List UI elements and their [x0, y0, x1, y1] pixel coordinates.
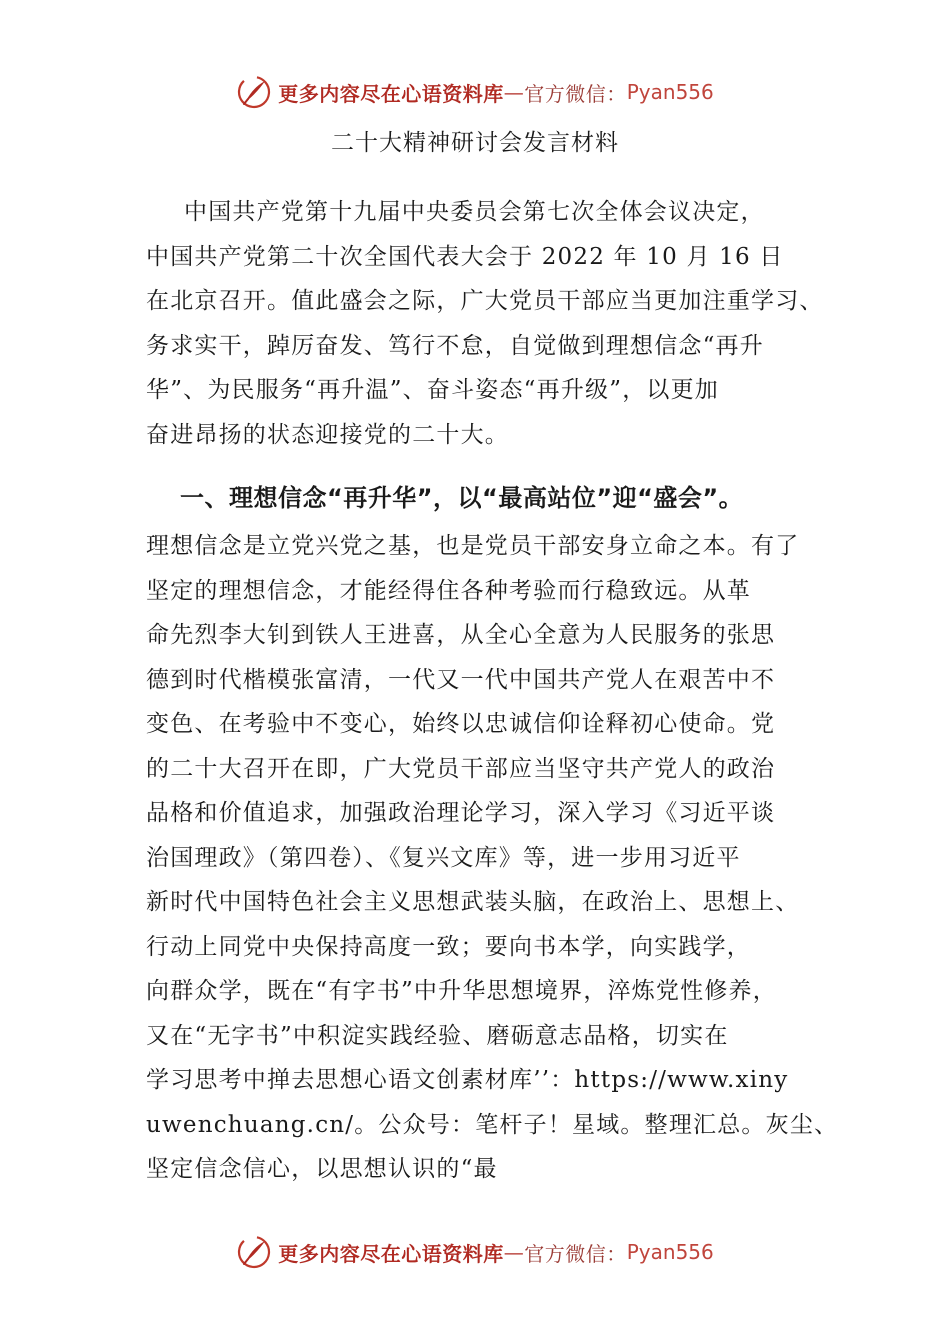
text-line: 学习思考中掸去思想心语文创素材库’’：https://www.xiny [146, 1067, 789, 1093]
text-line: 理想信念是立党兴党之基，也是党员干部安身立命之本。有了 [146, 533, 800, 559]
text-line: uwenchuang.cn/。公众号：笔杆子！星域。整理汇总。灰尘、 [146, 1111, 839, 1138]
banner-wechat-id: Pyan556 [626, 1240, 714, 1264]
text-line: 坚定信念信心，以思想认识的“最 [146, 1156, 498, 1182]
header-banner [0, 72, 950, 112]
text-line: 德到时代楷模张富清，一代又一代中国共产党人在艰苦中不 [146, 666, 776, 693]
text-line: 中国共产党第十九届中央委员会第七次全体会议决定， [184, 199, 765, 225]
document-title: 二十大精神研讨会发言材料 [331, 130, 619, 156]
text-line: 行动上同党中央保持高度一致；要向书本学，向实践学， [146, 933, 751, 960]
section-heading: 一、理想信念“再升华”，以“最高站位”迎“盛会”。 [180, 484, 744, 512]
text-line: 务求实干，踔厉奋发、笃行不怠，自觉做到理想信念“再升 [146, 332, 764, 359]
banner-brand: 更多内容尽在心语资料库 [278, 1241, 504, 1266]
banner-wechat-label: 官方微信： [524, 1241, 627, 1266]
quill-circle-icon [236, 1234, 272, 1270]
footer-banner [0, 1232, 950, 1272]
text-line: 在北京召开。值此盛会之际，广大党员干部应当更加注重学习、 [146, 288, 824, 314]
banner-separator: — [503, 1240, 525, 1264]
quill-circle-icon [236, 74, 272, 110]
banner-wechat-label: 官方微信： [524, 81, 627, 106]
text-line: 又在“无字书”中积淀实践经验、磨砺意志品格，切实在 [146, 1022, 729, 1049]
text-line: 华”、为民服务“再升温”、奋斗姿态“再升级”，以更加 [146, 377, 719, 403]
text-line: 奋进昂扬的状态迎接党的二十大。 [146, 421, 509, 448]
text-line: 命先烈李大钊到铁人王进喜，从全心全意为人民服务的张思 [146, 622, 776, 648]
text-line: 向群众学，既在“有字书”中升华思想境界，淬炼党性修养， [146, 978, 777, 1004]
body-paragraph [146, 524, 839, 1192]
text-line: 坚定的理想信念，才能经得住各种考验而行稳致远。从革 [146, 577, 751, 604]
text-line: 变色、在考验中不变心，始终以忠诚信仰诠释初心使命。党 [146, 711, 776, 737]
text-line: 中国共产党第二十次全国代表大会于 2022 年 10 月 16 日 [146, 243, 784, 270]
text-line: 的二十大召开在即，广大党员干部应当坚守共产党人的政治 [146, 755, 776, 782]
banner-separator: — [503, 80, 525, 104]
banner-brand: 更多内容尽在心语资料库 [278, 81, 504, 106]
text-line: 新时代中国特色社会主义思想武装头脑，在政治上、思想上、 [146, 889, 800, 915]
intro-paragraph [146, 190, 824, 457]
text-line: 治国理政》（第四卷）、《复兴文库》等，进一步用习近平 [146, 844, 741, 871]
text-line: 品格和价值追求，加强政治理论学习，深入学习《习近平谈 [146, 800, 776, 826]
banner-wechat-id: Pyan556 [626, 80, 714, 104]
